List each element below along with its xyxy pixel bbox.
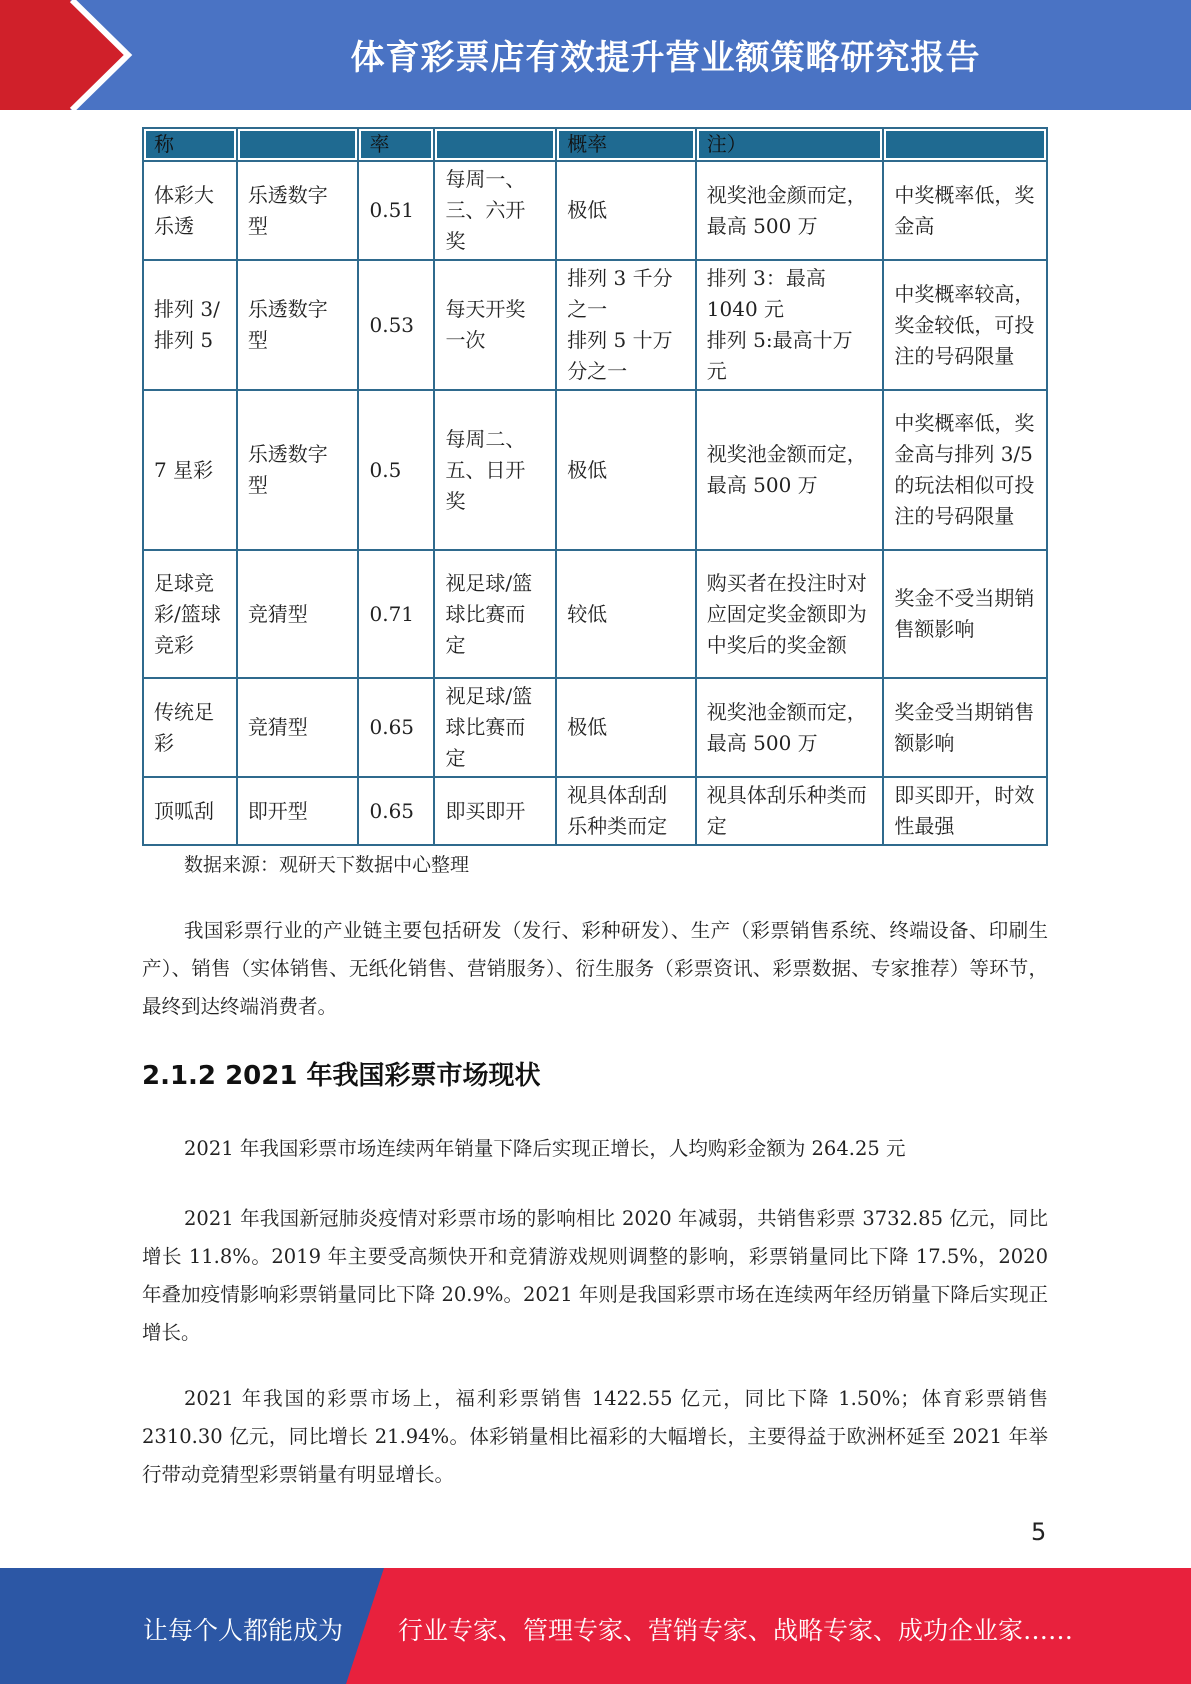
table-cell: 0.65 [358,678,434,777]
table-cell: 购买者在投注时对应固定奖金额即为中奖后的奖金额 [696,550,884,678]
table-cell: 极低 [556,161,696,260]
table-cell: 乐透数字型 [237,161,359,260]
table-cell: 极低 [556,390,696,550]
header-cell: 注） [696,128,884,161]
table-cell: 即开型 [237,777,359,845]
table-cell: 7 星彩 [143,390,237,550]
header-cell: 称 [143,128,237,161]
section-heading: 2.1.2 2021 年我国彩票市场现状 [142,1061,541,1091]
table-cell: 竞猜型 [237,678,359,777]
table-row [143,161,1047,260]
table-cell: 0.5 [358,390,434,550]
table-cell: 中奖概率低，奖金高与排列 3/5 的玩法相似可投注的号码限量 [883,390,1047,550]
table-cell: 0.51 [358,161,434,260]
table-row [143,678,1047,777]
table-cell: 0.53 [358,260,434,390]
footer-slogan-left: 让每个人都能成为 [143,1616,344,1645]
table-cell: 视足球/篮球比赛而定 [434,550,556,678]
table-source-note: 数据来源：观研天下数据中心整理 [184,854,470,876]
table-row [143,550,1047,678]
table-cell: 排列 3/排列 5 [143,260,237,390]
table-cell: 传统足彩 [143,678,237,777]
table-row [143,390,1047,550]
table-cell: 每周二、五、日开奖 [434,390,556,550]
table-cell: 较低 [556,550,696,678]
header-title: 体育彩票店有效提升营业额策略研究报告 [350,38,981,78]
table-cell: 即买即开，时效性最强 [883,777,1047,845]
paragraph-welfare-sports: 2021 年我国的彩票市场上，福利彩票销售 1422.55 亿元，同比下降 1.50%；体育彩票销售 2310.30 亿元，同比增长 21.94%。体彩销量相比福彩的大幅增长，主要得益于欧洲杯延至 2021 年举行带动竞猜型彩票销量有明显增长。 [142,1387,1048,1486]
table-cell: 乐透数字型 [237,390,359,550]
table-cell: 乐透数字型 [237,260,359,390]
table-cell: 极低 [556,678,696,777]
table-cell: 视具体刮刮乐种类而定 [556,777,696,845]
page-number: 5 [1031,1518,1047,1546]
lottery-table [142,127,1048,846]
table-cell: 奖金受当期销售额影响 [883,678,1047,777]
header-cell: 率 [358,128,434,161]
paragraph-market-sales: 2021 年我国新冠肺炎疫情对彩票市场的影响相比 2020 年减弱，共销售彩票 3732.85 亿元，同比增长 11.8%。2019 年主要受高频快开和竞猜游戏规则调整的影响，彩票销量同比下降 17.5%，2020 年叠加疫情影响彩票销量同比下降 20.9%。2021 年则是我国彩票市场在连续两年经历销量下降后实现正增长。 [142,1207,1048,1344]
header-cell: 概率 [556,128,696,161]
header-arrow-icon [0,0,150,110]
paragraph-summary: 2021 年我国彩票市场连续两年销量下降后实现正增长，人均购彩金额为 264.25 元 [184,1137,906,1160]
table-cell: 每周一、三、六开奖 [434,161,556,260]
table-cell: 中奖概率低，奖金高 [883,161,1047,260]
table-row [143,777,1047,845]
table-cell: 排列 3：最高 1040 元 排列 5:最高十万元 [696,260,884,390]
table-cell: 中奖概率较高，奖金较低，可投注的号码限量 [883,260,1047,390]
table-cell: 奖金不受当期销售额影响 [883,550,1047,678]
header-cell [237,128,359,161]
header-cell [434,128,556,161]
table-cell: 体彩大乐透 [143,161,237,260]
table-cell: 排列 3 千分之一 排列 5 十万分之一 [556,260,696,390]
footer-slogan-right: 行业专家、管理专家、营销专家、战略专家、成功企业家…… [398,1616,1074,1645]
table-cell: 0.71 [358,550,434,678]
table-header-row [143,128,1047,161]
table-cell: 每天开奖一次 [434,260,556,390]
table-cell: 视奖池金颜而定，最高 500 万 [696,161,884,260]
page-footer [0,1568,1191,1684]
table-row [143,260,1047,390]
table-cell: 视奖池金额而定，最高 500 万 [696,390,884,550]
table-cell: 足球竞彩/篮球竞彩 [143,550,237,678]
header-cell [883,128,1047,161]
table-cell: 视足球/篮球比赛而定 [434,678,556,777]
table-cell: 视具体刮乐种类而定 [696,777,884,845]
table-cell: 顶呱刮 [143,777,237,845]
table-cell: 即买即开 [434,777,556,845]
table-cell: 视奖池金额而定，最高 500 万 [696,678,884,777]
table-cell: 0.65 [358,777,434,845]
table-cell: 竞猜型 [237,550,359,678]
paragraph-industry-chain: 我国彩票行业的产业链主要包括研发（发行、彩种研发）、生产（彩票销售系统、终端设备、印刷生产）、销售（实体销售、无纸化销售、营销服务）、衍生服务（彩票资讯、彩票数据、专家推荐）等环节，最终到达终端消费者。 [142,919,1048,1018]
page-header [0,0,1191,110]
